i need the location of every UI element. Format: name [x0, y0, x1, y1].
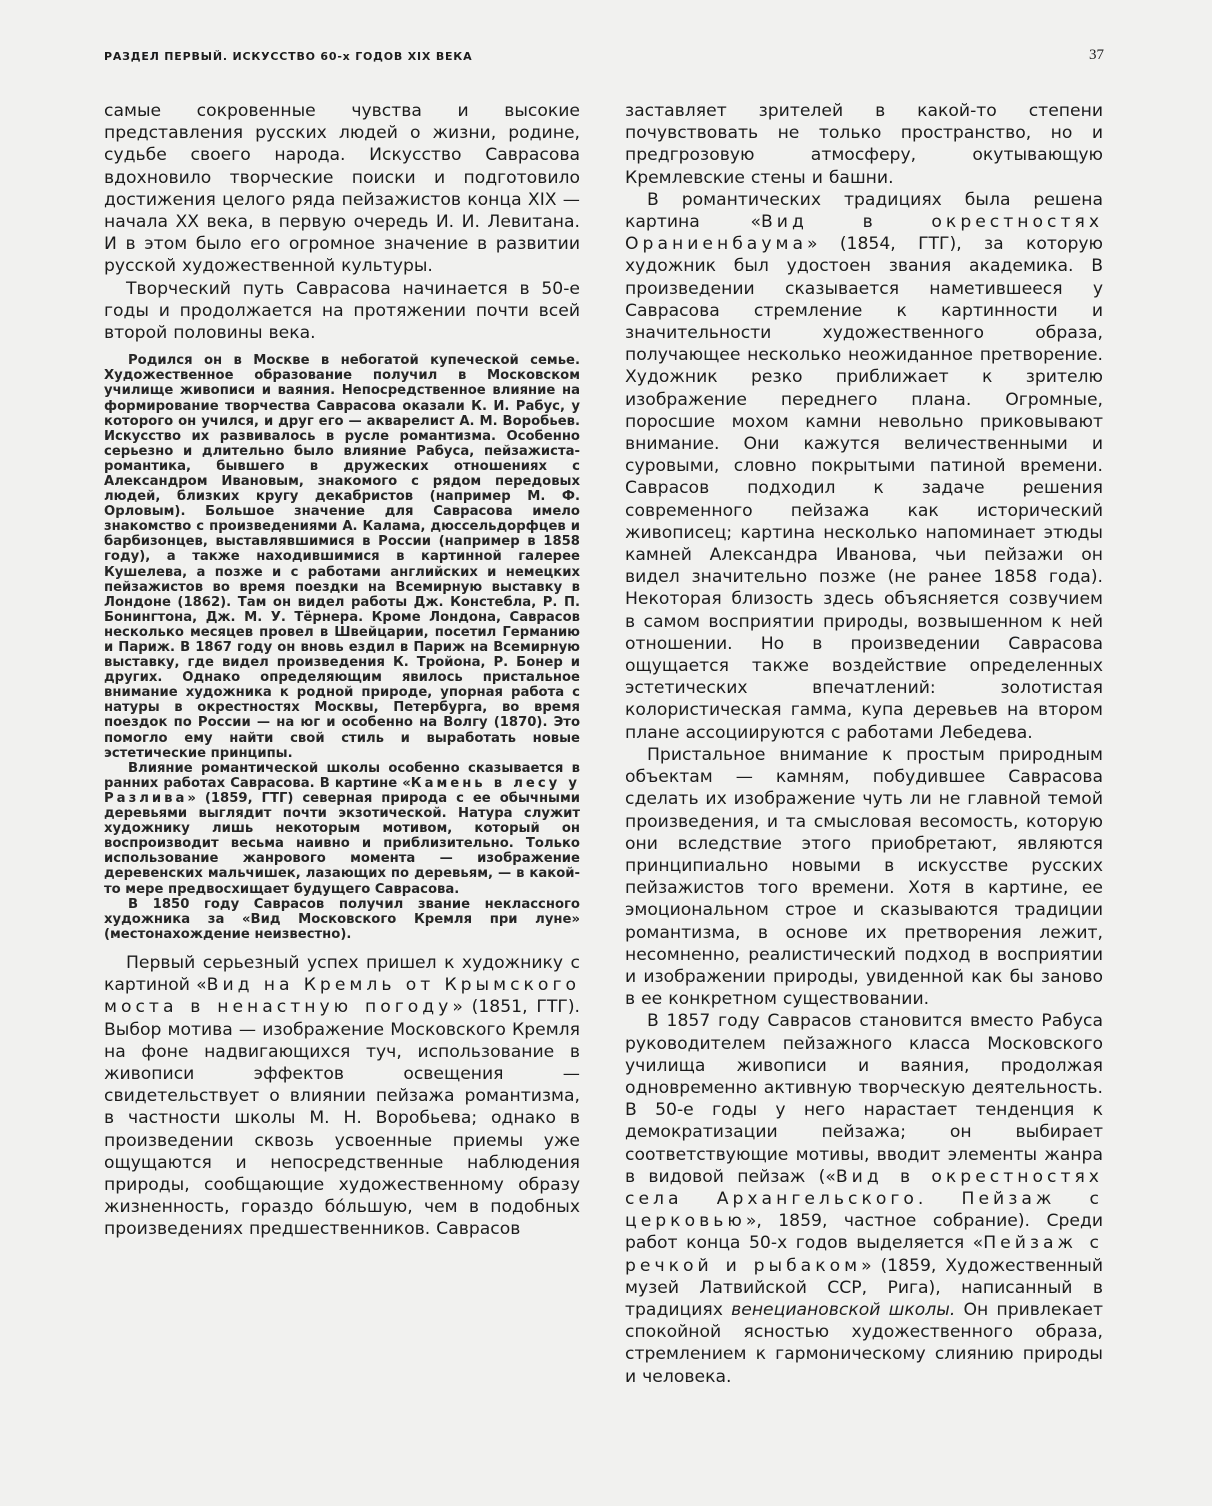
- small-print-paragraph: В 1850 году Саврасов получил звание неклассного художника за «Вид Московского Кремля при луне» (местонахождение неизвестно).: [104, 896, 580, 942]
- artwork-title: Вид на Кремль от Крымского моста в ненастную погоду: [104, 975, 580, 1018]
- text-run: Влияние романтической школы особенно сказывается в ранних работах Саврасова. В картине «: [104, 760, 580, 791]
- artwork-title: Вид в окрестностях села Архангельского. Пейзаж с церковью: [625, 1166, 1103, 1232]
- paragraph: [625, 189, 1103, 744]
- small-print-paragraph: Родился он в Москве в небогатой купеческой семье. Художественное образование получил в Московском училище живописи и ваяния. Непосредственное влияние на формирование творчества Саврасова оказали К. И. Рабус, у которого он учился, и друг его — акварелист А. М. Воробьев. Искусство их развивалось в русле романтизма. Особенно серьезно и длительно было влияние Рабуса, пейзажиста-романтика, бывшего в дружеских отношениях с Александром Ивановым, знакомого с рядом передовых людей, близких кругу декабристов (например М. Ф. Орловым). Большое значение для Саврасова имело знакомство с произведениями А. Калама, дюссельдорфцев и барбизонцев, выставлявшимися в России (например в 1858 году), а также находившимися в картинной галерее Кушелева, а позже и с работами английских и немецких пейзажистов во время поездки на Всемирную выставку в Лондоне (1862). Там он видел работы Дж. Констебла, Р. П. Бонингтона, Дж. М. У. Тёрнера. Кроме Лондона, Саврасов несколько месяцев провел в Швейцарии, посетил Германию и Париж. В 1867 году он вновь ездил в Париж на Всемирную выставку, где видел произведения К. Тройона, Р. Бонер и других. Однако определяющим явилось пристальное внимание художника к родной природе, упорная работа с натуры в окрестностях Москвы, Петербурга, во время поездок по России — на юг и особенно на Волгу (1870). Это помогло ему найти свой стиль и выработать новые эстетические принципы.: [104, 353, 580, 761]
- paragraph: [104, 952, 580, 1241]
- text-run: » (1854, ГТГ), за которую художник был удостоен звания академика. В произведении сказывается наметившееся у Саврасова стремление к картинности и значительности художественного образа, получающее несколько неожиданное претворение. Художник резко приближает к зрителю изображение переднего плана. Огромные, поросшие мохом камни невольно приковывают внимание. Они кажутся величественными и суровыми, словно покрытыми патиной времени. Саврасов подходил к задаче решения современного пейзажа как исторический живописец; картина несколько напоминает этюды камней Александра Иванова, чьи пейзажи он видел значительно позже (не ранее 1858 года). Некоторая близость здесь объясняется созвучием в самом восприятии природы, возвышенном к ней отношении. Но в произведении Саврасова ощущается также воздействие определенных эстетических впечатлений: золотистая колористическая гамма, купа деревьев на втором плане ассоциируются с работами Лебедева.: [625, 234, 1103, 743]
- text-run: Он привлекает спокойной ясностью художественного образа, стремлением к гармоническому слиянию природы и человека.: [625, 1299, 1103, 1387]
- italic-text: венециановской школы.: [731, 1299, 956, 1320]
- left-column: [104, 100, 580, 1241]
- text-run: » (1851, ГТГ). Выбор мотива — изображение Московского Кремля на фоне надвигающихся туч, использование в живописи эффектов освещения — свидетельствует о влиянии пейзажа романтизма, в частности школы М. Н. Воробьева; однако в произведении сквозь усвоенные приемы уже ощущаются и непосредственные наблюдения природы, сообщающие художественному образу жизненность, гораздо бо́льшую, чем в подобных произведениях предшественников. Саврасов: [104, 997, 580, 1240]
- artwork-title: Вид в окрестностях Ораниенбаума: [625, 212, 1103, 255]
- running-head: РАЗДЕЛ ПЕРВЫЙ. ИСКУССТВО 60-х ГОДОВ XIX ВЕКА: [104, 50, 473, 63]
- right-column: [625, 100, 1103, 1388]
- paragraph: самые сокровенные чувства и высокие представления русских людей о жизни, родине, судьбе своего народа. Искусство Саврасова вдохновило творческие поиски и подготовило достижения целого ряда пейзажистов конца XIX — начала XX века, в первую очередь И. И. Левитана. И в этом было его огромное значение в развитии русской художественной культуры.: [104, 101, 580, 277]
- page-header: [104, 47, 1104, 70]
- page-number: 37: [1089, 47, 1104, 63]
- paragraph: Пристальное внимание к простым природным объектам — камням, побудившее Саврасова сделать их изображение чуть ли не главной темой произведения, и та смысловая весомость, которую они вследствие этого приобретают, являются принципиально новыми в искусстве русских пейзажистов того времени. Хотя в картине, ее эмоциональном строе и сказываются традиции романтизма, в основе их претворения лежит, несомненно, реалистический подход в восприятии и изображении природы, увиденной как бы заново в ее конкретном существовании.: [625, 744, 1103, 1010]
- artwork-title: Пейзаж с речкой и рыбаком: [625, 1233, 1103, 1276]
- paragraph: [625, 1010, 1103, 1387]
- paragraph: заставляет зрителей в какой-то степени почувствовать не только пространство, но и предгрозовую атмосферу, окутывающую Кремлевские стены и башни.: [625, 101, 1103, 188]
- text-run: Первый серьезный успех пришел к художнику с картиной «: [104, 952, 580, 996]
- small-print-paragraph: [104, 761, 580, 897]
- text-run: » (1859, ГТГ) северная природа с ее обычными деревьями выглядит почти экзотической. Натура служит художнику лишь некоторым мотивом, который он воспроизводит весьма наивно и приблизительно. Только использование жанрового момента — изображение деревенских мальчишек, лазающих по деревьям, — в какой-то мере предвосхищает будущего Саврасова.: [104, 790, 580, 897]
- text-run: В 1857 году Саврасов становится вместо Рабуса руководителем пейзажного класса Московского училища живописи и ваяния, продолжая одновременно активную творческую деятельность. В 50-е годы у него нарастает тенденция к демократизации пейзажа; он выбирает соответствующие мотивы, вводит элементы жанра в видовой пейзаж («: [625, 1011, 1103, 1187]
- text-run: В романтических традициях была решена картина «: [625, 189, 1103, 233]
- paragraph: Творческий путь Саврасова начинается в 50-е годы и продолжается на протяжении почти всей второй половины века.: [104, 278, 580, 344]
- text-run: » (1859, Художественный музей Латвийской ССР, Рига), написанный в традициях: [625, 1255, 1104, 1320]
- text-run: », 1859, частное собрание). Среди работ конца 50-х годов выделяется «: [625, 1211, 1103, 1254]
- artwork-title: Камень в лесу у Разлива: [104, 775, 580, 806]
